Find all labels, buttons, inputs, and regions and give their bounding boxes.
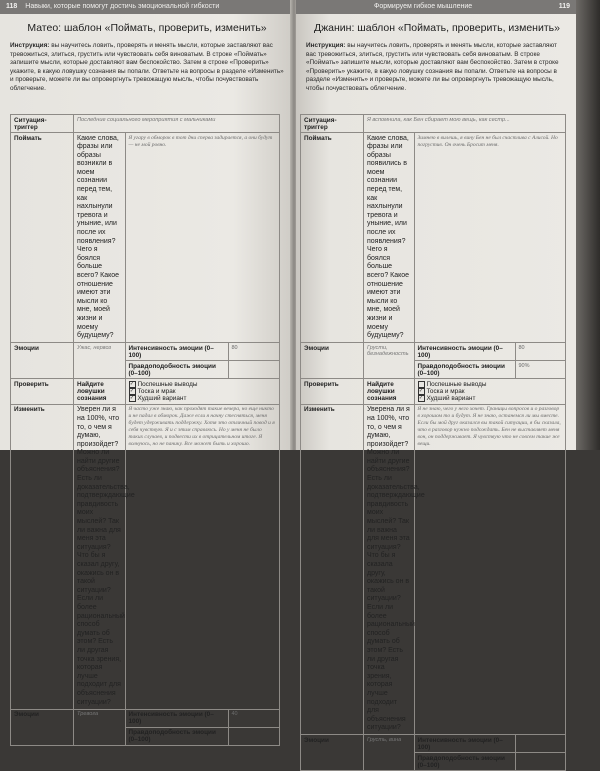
plausibility-label: Правдоподобность эмоции (0–100) — [125, 361, 228, 379]
intensity-value: 80 — [515, 343, 566, 361]
emotion2-label: Эмоции — [11, 709, 74, 745]
intensity-value: 80 — [228, 343, 280, 361]
left-page — [0, 0, 292, 744]
emotion2-value: Тревога — [74, 709, 126, 745]
intensity-label: Интенсивность эмоции (0–100) — [414, 343, 515, 361]
running-header-text: Навыки, которые помогут достичь эмоциональной гибкости — [25, 3, 220, 10]
catch-answer: Зимнею в вилешь, я вину Бен не был счастлива с Алисой. Но погрустив. Он очень Бросит меня. — [414, 133, 566, 343]
traps-label: Найдите ловушки сознания — [364, 379, 415, 405]
trigger-value: Последние социального мероприятия с мальчиками — [74, 115, 280, 133]
instructions-label: Инструкция: — [10, 42, 50, 49]
trigger-value: Я вспомнила, как Бен сбирает мою вещь, как сестр... — [364, 115, 566, 133]
change-questions: Уверен ли я на 100%, что то, о чем я думаю, произойдет? Можно ли найти другие объяснения? Есть ли доказательства, подтверждающие правдивость моих мыслей? Так ли важна для меня эта ситуация? Что бы я сказал другу, окажись он в такой ситуации? Если ли более рациональный способ думать об этом? Есть ли другая точка зрения, которая лучше подходит для объяснения ситуации? — [74, 404, 126, 709]
page-number: 118 — [6, 3, 18, 10]
plausibility-label: Правдоподобность эмоции (0–100) — [414, 361, 515, 379]
trap-label: Тоска и мрак — [137, 388, 176, 396]
trap-option — [418, 381, 563, 388]
checkbox-icon: ✓ — [418, 395, 424, 402]
plausibility2-label: Правдоподобность эмоции (0–100) — [414, 753, 515, 771]
emotion-label: Эмоции — [301, 343, 364, 379]
trap-option — [129, 381, 277, 388]
catch-questions: Какие слова, фразы или образы появились в моем сознании перед тем, как нахлынули тревога и уныние, или после их появления? Чего я боялся больше всего? Какое отношение имеют эти мысли ко мне, моей жизни и моему будущему? — [364, 133, 415, 343]
checkbox-empty-icon — [418, 381, 425, 388]
emotion2-label: Эмоции — [301, 735, 364, 771]
change-label: Изменить — [301, 404, 364, 735]
catch-label: Поймать — [11, 133, 74, 343]
instructions-label: Инструкция: — [306, 42, 346, 49]
change-answer: Я часто уже знаю, как проходят такие вечера, но еще никто и не падал в обморок. Даже если я начну стесняться, меня будет удерживать поддержку. Хотя это отличный повод и я себя чувствую. Я и с этим справлюсь. Но у меня не было таких случаев, и подвести их в отрицательном итоге. Я волнуюсь, но не панику. Все может быть и хорошо. — [125, 404, 280, 709]
running-header — [0, 0, 292, 14]
plausibility2-value — [515, 753, 566, 771]
intensity2-value: 40 — [228, 709, 280, 727]
instructions-text: вы научитесь ловить, проверять и менять мысли, которые заставляют вас тревожиться, злиться, грустить или чувствовать себя виноватым. В строке «Поймать» запишите мысли, которые доставляют вам беспокойство. Затем в строке «Проверить» укажите, в какую ловушку сознания вы попали. Ответьте на вопросы в разделе «Изменить» и проверьте, можете ли вы опровергнуть тревожащую мысль, чтобы почувствовать облегчение. — [10, 42, 284, 92]
change-questions: Уверена ли я на 100%, что то, о чем я думаю, произойдет? Можно ли найти другие объяснения? Есть ли доказательства, подтверждающие правдивость моих мыслей? Так ли важна для меня эта ситуация? Что бы я сказала другу, окажись он в такой ситуации? Если ли более рациональный способ думать об этом? Есть ли другая точка зрения, которая лучше подходит для объяснения ситуации? — [364, 404, 415, 735]
change-answer: Я не знаю, чего у него хочет. Границы вопросов и о разговор в хорошом то и будут. Я не знаю, останемся ли мы вместе. Если бы мой друг оказался вы такой ситуации, я бы сказала, что в разговор нужно подождать. Бен не выставляет меня вон, он поддерживает. Я чувствую что не совсем такие же вещи. — [414, 404, 566, 735]
trigger-label: Ситуация-триггер — [301, 115, 364, 133]
emotion2-value: Грусть, вина — [364, 735, 415, 771]
emotion-value: Грусти, безнадежность — [364, 343, 415, 379]
traps-label: Найдите ловушки сознания — [74, 379, 126, 405]
book-edge — [576, 0, 600, 450]
running-header — [296, 0, 576, 14]
trap-label: Тоска и мрак — [426, 388, 465, 396]
emotion-label: Эмоции — [11, 343, 74, 379]
worksheet-table — [10, 114, 280, 746]
trap-label: Худший вариант — [426, 395, 476, 403]
intensity2-label: Интенсивность эмоции (0–100) — [125, 709, 228, 727]
trap-option — [418, 395, 563, 402]
instructions-text: вы научитесь ловить, проверять и менять мысли, которые заставляют вас тревожиться, злиться, грустить или чувствовать себя виноватым. В строке «Поймать» запишите мысли, которые доставляют вам беспокойство. Затем в строке «Проверить» укажите, в какую ловушку сознания вы попали. Ответьте на вопросы в разделе «Изменить» и проверьте, можете ли вы опровергнуть тревожащую мысль, чтобы почувствовать облегчение. — [306, 42, 559, 92]
check-label: Проверить — [301, 379, 364, 405]
instructions — [306, 42, 568, 94]
checkbox-icon: ✓ — [418, 387, 424, 394]
check-label: Проверить — [11, 379, 74, 405]
running-header-text: Формируем гибкое мышление — [374, 3, 473, 10]
worksheet-title: Джанин: шаблон «Поймать, проверить, изменить» — [314, 22, 560, 34]
intensity-label: Интенсивность эмоции (0–100) — [125, 343, 228, 361]
trap-label: Поспешные выводы — [137, 380, 198, 388]
trigger-label: Ситуация-триггер — [11, 115, 74, 133]
intensity2-value — [515, 735, 566, 753]
catch-answer: Я угару в обморок в тот дни сперва задирается, а они будут — не мой ровно. — [125, 133, 280, 343]
trap-option — [129, 395, 277, 402]
emotion-value: Ужас, нервоз — [74, 343, 126, 379]
instructions — [10, 42, 284, 94]
catch-questions: Какие слова, фразы или образы возникли в моем сознании перед тем, как нахлынули тревога и уныние, или после их появления? Чего я боялся больше всего? Какое отношение имеют эти мысли ко мне, моей жизни и моему будущему? — [74, 133, 126, 343]
plausibility2-label: Правдоподобность эмоции (0–100) — [125, 727, 228, 745]
worksheet-table — [300, 114, 566, 771]
plausibility-value — [228, 361, 280, 379]
worksheet-title: Матео: шаблон «Поймать, проверить, изменить» — [27, 22, 267, 34]
traps-list — [125, 379, 280, 405]
checkbox-icon: ✓ — [129, 395, 135, 402]
plausibility2-value — [228, 727, 280, 745]
intensity2-label: Интенсивность эмоции (0–100) — [414, 735, 515, 753]
page-number: 119 — [558, 3, 570, 10]
checkbox-icon: ✓ — [129, 380, 135, 387]
trap-label: Худший вариант — [137, 395, 187, 403]
change-label: Изменить — [11, 404, 74, 709]
checkbox-icon: ✓ — [129, 387, 135, 394]
catch-label: Поймать — [301, 133, 364, 343]
right-page — [296, 0, 576, 769]
trap-label: Поспешные выводы — [426, 380, 487, 388]
traps-list — [414, 379, 566, 405]
plausibility-value: 90% — [515, 361, 566, 379]
